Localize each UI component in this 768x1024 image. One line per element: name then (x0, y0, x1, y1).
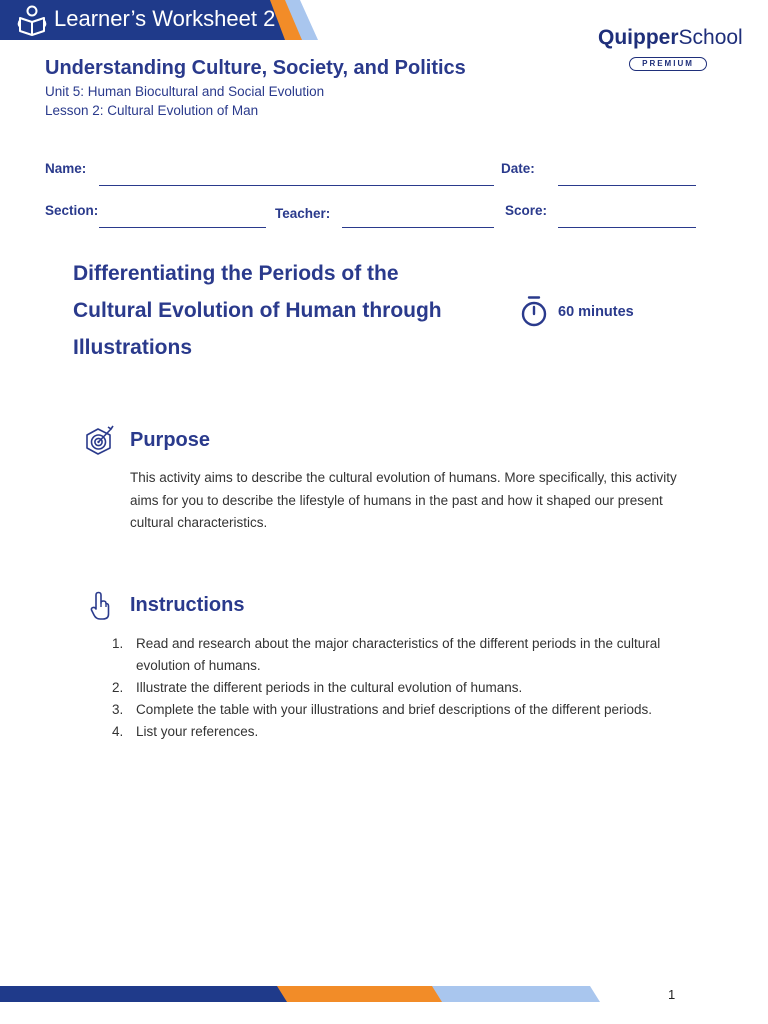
stopwatch-icon (520, 295, 548, 329)
banner-title: Learner’s Worksheet 2 (54, 6, 276, 31)
brand-name-bold: Quipper (598, 26, 679, 49)
pointing-hand-icon (86, 589, 116, 621)
target-icon (86, 424, 116, 456)
instructions-heading: Instructions (130, 594, 245, 616)
activity-title-line-2: Cultural Evolution of Human through (73, 299, 442, 322)
brand-logo (598, 26, 743, 50)
teacher-field[interactable] (342, 227, 494, 228)
name-label: Name: (45, 161, 87, 176)
brand-tier-badge: PREMIUM (629, 57, 707, 71)
name-field[interactable] (99, 185, 494, 186)
teacher-label: Teacher: (275, 206, 331, 221)
footer-stripe (0, 984, 620, 1002)
instruction-item: 1. Read and research about the major characteristics of the different periods in the cultural evolution of humans. (112, 636, 661, 673)
section-field[interactable] (99, 227, 266, 228)
purpose-text: This activity aims to describe the cultural evolution of humans. More specifically, this activity aims for you to describe the lifestyle of humans in the past and how it shaped our present cultural characteristics. (130, 470, 677, 530)
section-label: Section: (45, 203, 99, 218)
instruction-item: 4. List your references. (112, 724, 259, 739)
activity-title-line-1: Differentiating the Periods of the (73, 262, 399, 285)
instructions-list (104, 633, 674, 743)
instruction-item: 3. Complete the table with your illustrations and brief descriptions of the different periods. (112, 702, 653, 717)
activity-title-line-3: Illustrations (73, 336, 193, 359)
brand-name-light: School (678, 26, 743, 49)
instruction-item: 2. Illustrate the different periods in the cultural evolution of humans. (112, 680, 523, 695)
page-number: 1 (668, 987, 676, 1002)
score-field[interactable] (558, 227, 696, 228)
course-title: Understanding Culture, Society, and Politics (45, 57, 466, 79)
activity-duration: 60 minutes (558, 304, 634, 320)
unit-line: Unit 5: Human Biocultural and Social Evolution (45, 84, 325, 99)
score-label: Score: (505, 203, 548, 218)
purpose-heading: Purpose (130, 429, 211, 451)
date-field[interactable] (558, 185, 696, 186)
lesson-line: Lesson 2: Cultural Evolution of Man (45, 103, 259, 118)
learner-reading-icon (16, 4, 48, 36)
date-label: Date: (501, 161, 535, 176)
